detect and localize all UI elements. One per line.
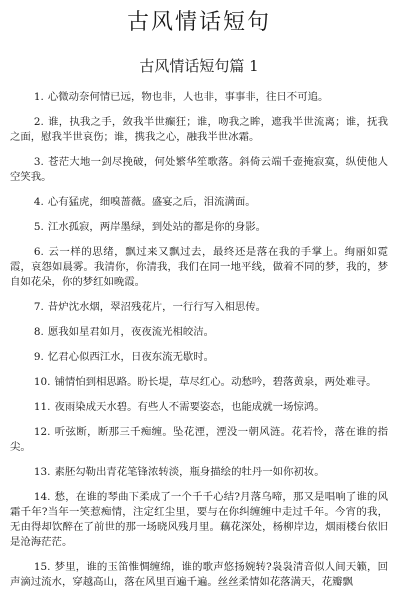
list-item [10,245,388,290]
list-item [10,350,388,365]
list-item [10,115,388,145]
list-item [10,490,388,550]
list-item [10,325,388,340]
item-number: 2. [33,116,44,128]
list-item [10,465,388,480]
item-number: 9. [33,351,44,363]
list-item [10,195,388,210]
list-item [10,155,388,185]
item-number: 8. [33,326,44,338]
item-number: 11. [33,401,51,413]
item-number: 3. [33,156,44,168]
list-item [10,375,388,390]
item-text: 忆君心似西江水，日夜东流无歇时。 [47,351,215,363]
list-item [10,425,388,455]
item-text: 夜雨染成天水碧。有些人不需要姿态，也能成就一场惊鸿。 [54,401,325,413]
list-item [10,560,388,590]
item-text: 铺情怕到相思路。盼长堤，草尽红心。动愁吟，碧落黄泉，两处难寻。 [54,376,377,388]
item-text: 昔炉沈水烟，翠沼残花片，一行行写入相思传。 [47,301,267,313]
list-item [10,90,388,105]
item-text: 听弦断，断那三千痴缠。坠花湮，湮没一朝风涟。花若怜，落在谁的指尖。 [10,426,388,453]
item-text: 谁，执我之手，敛我半世癫狂；谁，吻我之眸，遮我半世流离；谁，抚我之面，慰我半世哀伤；谁，携我之心，融我半世冰霜。 [10,116,388,143]
item-text: 苍茫大地一剑尽挽破，何处繁华笙歌落。斜倚云端千壶掩寂寞，纵使他人空笑我。 [10,156,388,183]
item-text: 愿我如星君如月，夜夜流光相皎洁。 [47,326,215,338]
document-title: 古风情话短句 [126,10,271,35]
item-text: 心微动奈何情已远，物也非，人也非，事事非，往日不可追。 [47,91,329,103]
item-number: 5. [33,221,44,233]
item-number: 6. [33,246,44,258]
item-number: 7. [33,301,44,313]
item-text: 梦里，谁的玉笛惟惆缠绵，谁的歌声悠扬婉转?袅袅清音似人间天籁，回声滴过流水，穿越高山，落在风里百遍千遍。丝丝柔情如花落满天，花瓣飘 [10,561,388,588]
item-number: 10. [33,376,51,388]
item-number: 4. [33,196,44,208]
item-number: 14. [33,491,51,503]
list-item [10,400,388,415]
item-text: 心有猛虎，细嗅蔷薇。盛宴之后，泪流满面。 [47,196,256,208]
item-list [10,90,388,590]
list-item [10,300,388,315]
section-title: 古风情话短句篇 1 [139,57,259,75]
item-number: 13. [33,466,51,478]
item-text: 素胚勾勒出青花笔锋浓转淡，瓶身描绘的牡丹一如你初妆。 [54,466,325,478]
item-number: 1. [33,91,44,103]
item-text: 江水孤寂，两岸墨绿，到处站的都是你的身影。 [47,221,267,233]
list-item [10,220,388,235]
item-number: 12. [33,426,51,438]
item-text: 愁，在谁的琴曲下柔成了一个千千心结?月落乌啼，那又是唱响了谁的风霜千年?当年一笑惹痴情，注定红尘里，要与在你纠缠缠中走过千年。今宵的我，无由得却饮醉在了前世的那一场晓风残月里。藕花深处，杨柳岸边，烟雨楼台依旧是沧海茫茫。 [10,491,388,548]
item-number: 15. [33,561,51,573]
item-text: 云一样的思绪，飘过来又飘过去，最终还是落在我的手掌上。绚丽如霓霞，哀怨如晨雾。我清你，你清我，我们在同一地平线，做着不同的梦，我的，梦自如花朵，你的梦红如晚霞。 [10,246,388,288]
